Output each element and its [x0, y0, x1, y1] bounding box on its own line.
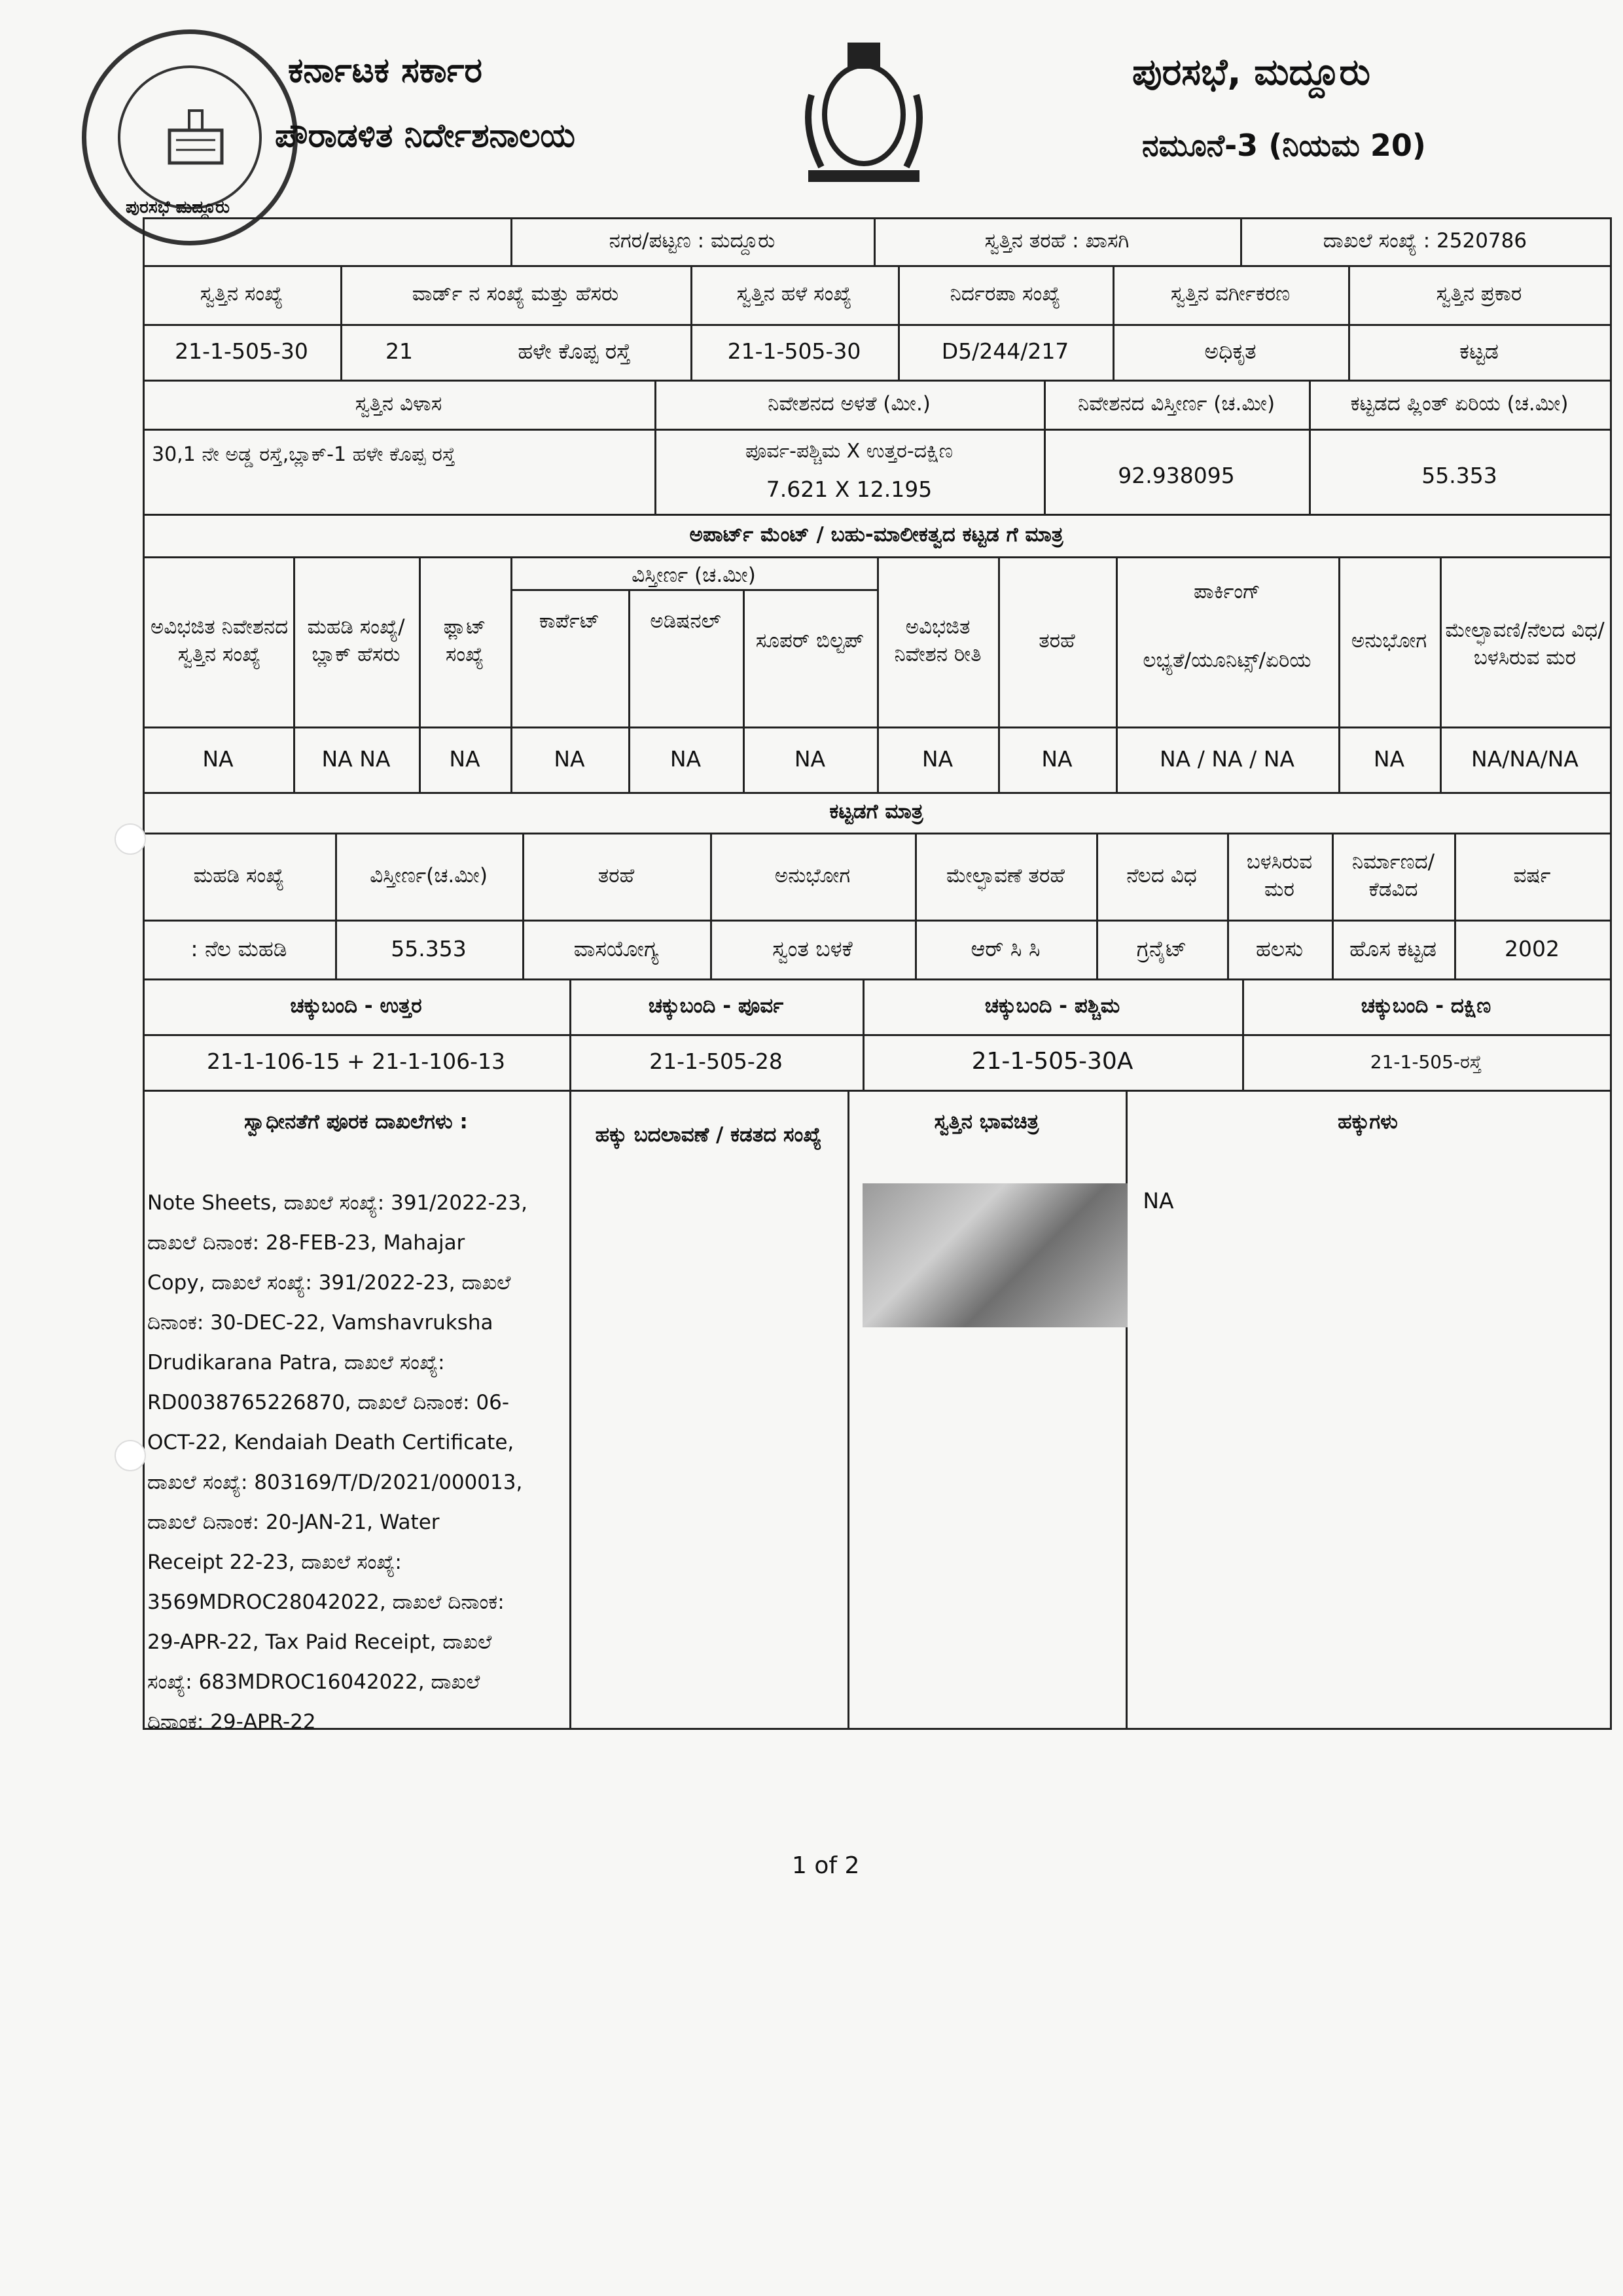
apt-value-floor-block: NA NA [321, 745, 391, 772]
note-line: Drudikarana Patra, ದಾಖಲೆ ಸಂಖ್ಯೆ: [147, 1351, 445, 1374]
parking-group-header: ಪಾರ್ಕಿಂಗ್ [1194, 580, 1260, 604]
boundary-west-value: 21-1-505-30A [971, 1048, 1133, 1075]
docs-col-mutation: ಹಕ್ಕು ಬದಲಾವಣೆ / ಕಡತದ ಸಂಖ್ಯೆ [595, 1123, 822, 1147]
bld-value-roof: ಆರ್ ಸಿ ಸಿ [971, 935, 1041, 961]
note-line: ದಿನಾಂಕ: 30-DEC-22, Vamshavruksha [147, 1311, 493, 1335]
note-line: 29-APR-22, Tax Paid Receipt, ದಾಖಲೆ [147, 1630, 492, 1654]
col-property-kind: ಸ್ವತ್ತಿನ ಪ್ರಕಾರ [1436, 282, 1522, 306]
apartment-section-title: ಅಪಾರ್ಟ್ ಮೆಂಟ್ / ಬಹು-ಮಾಲೀಕತ್ವದ ಕಟ್ಟಡ ಗೆ ಮಾತ್ರ [689, 522, 1063, 547]
old-no-value: 21-1-505-30 [727, 338, 861, 365]
bld-value-usage: ಸ್ವಂತ ಬಳಕೆ [772, 935, 853, 961]
docs-col-supporting: ಸ್ವಾಧೀನತೆಗೆ ಪೂರಕ ದಾಖಲೆಗಳು : [244, 1110, 468, 1134]
bld-col-roof: ಮೇಲ್ಛಾವಣೆ ತರಹೆ [946, 863, 1065, 888]
directorate-title: ಪೌರಾಡಳಿತ ನಿರ್ದೇಶನಾಲಯ [275, 117, 575, 154]
col-reg-no: ನಿರ್ದರಪಾ ಸಂಖ್ಯೆ [950, 282, 1061, 306]
punch-hole [115, 823, 146, 855]
apt-col-roof-floor-wood: ಮೇಲ್ಛಾವಣಿ/ನೆಲದ ವಿಧ/ಬಳಸಿರುವ ಮರ [1445, 619, 1605, 670]
bld-col-year: ವರ್ಷ [1513, 863, 1551, 888]
apt-col-flat-no: ಫ್ಲಾಟ್ ಸಂಖ್ಯೆ [443, 615, 486, 666]
col-plinth-area: ಕಟ್ಟಡದ ಪ್ಲಿಂತ್ ಏರಿಯ (ಚ.ಮೀ) [1350, 391, 1569, 416]
boundary-north-header: ಚಕ್ಕುಬಂದಿ - ಉತ್ತರ [290, 994, 422, 1018]
boundary-south-value: 21-1-505-ರಸ್ತೆ [1370, 1050, 1482, 1073]
note-line: ದಿನಾಂಕ: 29-APR-22 [147, 1710, 316, 1734]
apt-col-floor-block: ಮಹಡಿ ಸಂಖ್ಯೆ/ಬ್ಲಾಕ್ ಹೆಸರು [307, 615, 405, 666]
state-emblem-icon [795, 36, 933, 187]
note-line: ದಾಖಲೆ ದಿನಾಂಕ: 20-JAN-21, Water [147, 1511, 440, 1534]
plinth-area-value: 55.353 [1421, 463, 1497, 489]
docs-col-photo: ಸ್ವತ್ತಿನ ಭಾವಚಿತ್ರ [934, 1110, 1039, 1134]
col-address: ಸ್ವತ್ತಿನ ವಿಳಾಸ [355, 391, 442, 416]
punch-hole [115, 1440, 146, 1471]
col-ward: ವಾರ್ಡ್ ನ ಸಂಖ್ಯೆ ಮತ್ತು ಹೆಸರು [412, 282, 619, 306]
note-line: Receipt 22-23, ದಾಖಲೆ ಸಂಖ್ಯೆ: [147, 1551, 402, 1574]
note-line: Note Sheets, ದಾಖಲೆ ಸಂಖ್ಯೆ: 391/2022-23, [147, 1191, 528, 1215]
apt-value-undivided-site: NA [921, 745, 954, 772]
apt-value-super-builtup: NA [794, 745, 826, 772]
apt-value-carpet: NA [554, 745, 585, 772]
form-number: ನಮೂನೆ-3 (ನಿಯಮ 20) [1142, 128, 1426, 163]
bld-col-wood: ಬಳಸಿರುವ ಮರ [1246, 850, 1313, 901]
apt-value-flat-no: NA [449, 745, 480, 772]
apt-col-type: ತರಹೆ [1039, 629, 1075, 653]
property-kind-value: ಕಟ್ಟಡ [1459, 338, 1499, 365]
bld-value-built-demolished: ಹೊಸ ಕಟ್ಟಡ [1349, 935, 1437, 961]
page-number: 1 of 2 [792, 1852, 860, 1879]
apt-value-undivided-no: NA [202, 745, 234, 772]
bld-col-floor: ಮಹಡಿ ಸಂಖ್ಯೆ [193, 863, 285, 888]
bld-col-type: ತರಹೆ [597, 863, 635, 888]
bld-col-floor-type: ನೆಲದ ವಿಧ [1126, 863, 1197, 888]
boundary-east-header: ಚಕ್ಕುಬಂದಿ - ಪೂರ್ವ [648, 994, 784, 1018]
property-photo [863, 1183, 1128, 1327]
entry-number-field: ದಾಖಲೆ ಸಂಖ್ಯೆ : 2520786 [1323, 228, 1527, 253]
note-line: ಸಂಖ್ಯೆ: 683MDROC16042022, ದಾಖಲೆ [147, 1670, 480, 1694]
apt-col-super-builtup: ಸೂಪರ್ ಬಿಲ್ಟಪ್ [755, 629, 865, 653]
apt-col-additional: ಅಡಿಷನಲ್ [650, 609, 721, 634]
apt-value-parking: NA / NA / NA [1160, 745, 1294, 772]
boundary-east-value: 21-1-505-28 [649, 1049, 783, 1075]
apt-col-carpet: ಕಾರ್ಪೆಟ್ [539, 609, 600, 634]
bld-col-built-demolished: ನಿರ್ಮಾಣದ/ ಕೆಡವಿದ [1351, 850, 1435, 901]
site-area-value: 92.938095 [1118, 463, 1235, 489]
boundary-south-header: ಚಕ್ಕುಬಂದಿ - ದಕ್ಷಿಣ [1361, 994, 1491, 1018]
apt-col-undivided-no: ಅವಿಭಜಿತ ನಿವೇಶನದ ಸ್ವತ್ತಿನ ಸಂಖ್ಯೆ [150, 615, 289, 666]
note-line: 3569MDROC28042022, ದಾಖಲೆ ದಿನಾಂಕ: [147, 1590, 505, 1614]
apt-col-parking: ಲಭ್ಯತೆ/ಯೂನಿಟ್ಸ್/ಏರಿಯ [1143, 649, 1311, 673]
apt-value-usage: NA [1373, 745, 1405, 772]
note-line: ದಾಖಲೆ ದಿನಾಂಕ: 28-FEB-23, Mahajar [147, 1231, 465, 1255]
property-no-value: 21-1-505-30 [175, 338, 308, 365]
bld-value-floor-type: ಗ್ರನೈಟ್ [1136, 935, 1187, 961]
address-value: 30,1 ನೇ ಅಡ್ಡ ರಸ್ತೆ,ಬ್ಲಾಕ್-1 ಹಳೇ ಕೊಪ್ಪ ರಸ್ತೆ [152, 442, 455, 466]
seal-text: ಪುರಸಭೆ ಮದ್ದೂರು [126, 198, 230, 217]
municipality-title: ಪುರಸಭೆ, ಮದ್ದೂರು [1132, 51, 1370, 94]
property-type-field: ಸ್ವತ್ತಿನ ತರಹೆ : ಖಾಸಗಿ [984, 228, 1130, 253]
apt-value-type: NA [1041, 745, 1073, 772]
ward-no-value: 21 [385, 338, 413, 365]
supporting-documents-list [147, 1183, 566, 1742]
col-property-no: ಸ್ವತ್ತಿನ ಸಂಖ್ಯೆ [200, 282, 283, 306]
apt-value-roof-floor-wood: NA/NA/NA [1471, 745, 1579, 772]
bld-value-wood: ಹಲಸು [1255, 935, 1304, 961]
govt-title: ಕರ್ನಾಟಕ ಸರ್ಕಾರ [288, 51, 482, 90]
building-icon [160, 101, 232, 173]
note-line: ದಾಖಲೆ ಸಂಖ್ಯೆ: 803169/T/D/2021/000013, [147, 1471, 523, 1494]
col-site-area: ನಿವೇಶನದ ವಿಸ್ತೀರ್ಣ (ಚ.ಮೀ) [1077, 391, 1275, 416]
rights-value: NA [1143, 1187, 1174, 1213]
classification-value: ಅಧಿಕೃತ [1204, 338, 1257, 365]
building-section-title: ಕಟ್ಟಡಗೆ ಮಾತ್ರ [829, 800, 923, 824]
dimension-value: 7.621 X 12.195 [766, 476, 933, 502]
note-line: RD0038765226870, ದಾಖಲೆ ದಿನಾಂಕ: 06- [147, 1391, 510, 1414]
note-line: OCT-22, Kendaiah Death Certificate, [147, 1431, 514, 1454]
apt-col-undivided-site: ಅವಿಭಜಿತ ನಿವೇಶನ ರೀತಿ [894, 615, 982, 666]
boundary-west-header: ಚಕ್ಕುಬಂದಿ - ಪಶ್ಚಿಮ [984, 994, 1120, 1018]
col-site-dimension: ನಿವೇಶನದ ಅಳತೆ (ಮೀ.) [768, 391, 931, 416]
bld-col-area: ವಿಸ್ತೀರ್ಣ(ಚ.ಮೀ) [370, 863, 488, 888]
apt-value-additional: NA [669, 745, 702, 772]
col-old-no: ಸ್ವತ್ತಿನ ಹಳೆ ಸಂಖ್ಯೆ [736, 282, 852, 306]
bld-value-floor: : ನೆಲ ಮಹಡಿ [190, 935, 287, 961]
bld-value-area: 55.353 [391, 935, 467, 961]
municipal-seal [82, 29, 298, 245]
note-line: Copy, ದಾಖಲೆ ಸಂಖ್ಯೆ: 391/2022-23, ದಾಖಲೆ [147, 1271, 511, 1295]
col-classification: ಸ್ವತ್ತಿನ ವರ್ಗೀಕರಣ [1170, 282, 1291, 306]
bld-col-usage: ಅನುಭೋಗ [774, 863, 851, 888]
ward-name-value: ಹಳೇ ಕೊಪ್ಪ ರಸ್ತೆ [518, 338, 631, 365]
area-group-header: ವಿಸ್ತೀರ್ಣ (ಚ.ಮೀ) [632, 564, 756, 588]
bld-value-year: 2002 [1505, 935, 1560, 961]
apt-col-usage: ಅನುಭೋಗ [1351, 629, 1427, 653]
boundary-north-value: 21-1-106-15 + 21-1-106-13 [206, 1049, 505, 1075]
city-field: ನಗರ/ಪಟ್ಟಣ : ಮದ್ದೂರು [609, 228, 776, 253]
reg-no-value: D5/244/217 [941, 338, 1069, 365]
bld-value-type: ವಾಸಯೋಗ್ಯ [573, 935, 659, 961]
docs-col-rights: ಹಕ್ಕುಗಳು [1338, 1110, 1398, 1134]
dimension-label: ಪೂರ್ವ-ಪಶ್ಚಿಮ X ಉತ್ತರ-ದಕ್ಷಿಣ [745, 439, 953, 463]
